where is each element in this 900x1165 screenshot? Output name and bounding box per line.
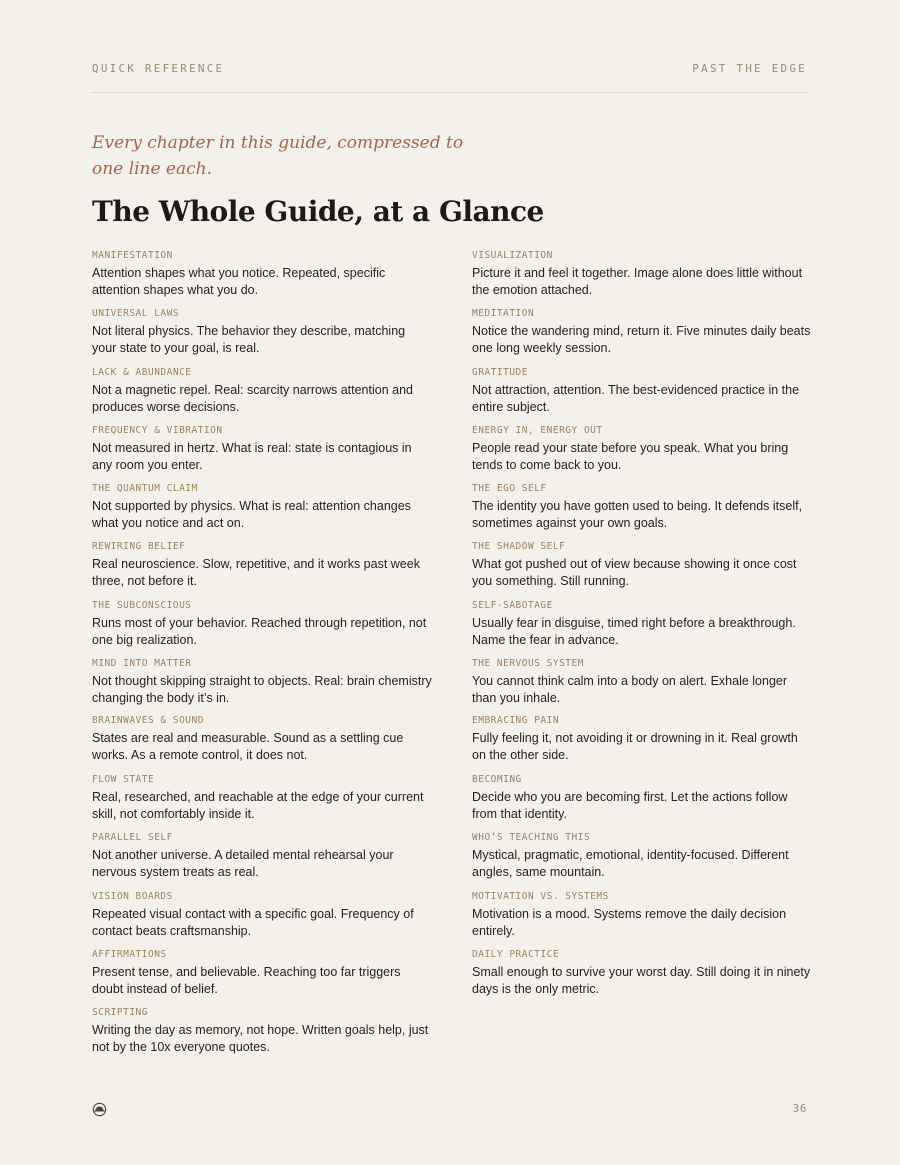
entry-daily-practice: [472, 949, 812, 997]
entry-text: Usually fear in disguise, timed right before a breakthrough. Name the fear in advance.: [472, 616, 796, 647]
entry-quantum-claim: [92, 483, 432, 531]
entry-text: Runs most of your behavior. Reached through repetition, not one big realization.: [92, 616, 427, 647]
entry-label: FLOW STATE: [92, 774, 155, 785]
entry-meditation: [472, 308, 812, 356]
entry-brainwaves-sound: [92, 715, 432, 763]
entry-ego-self: [472, 483, 812, 531]
entry-label: AFFIRMATIONS: [92, 949, 167, 960]
entry-label: THE NERVOUS SYSTEM: [472, 658, 584, 669]
entry-universal-laws: [92, 308, 432, 356]
book-title: PAST THE EDGE: [692, 62, 807, 75]
entry-text: Motivation is a mood. Systems remove the daily decision entirely.: [472, 907, 787, 938]
entry-label: FREQUENCY & VIBRATION: [92, 425, 223, 436]
entry-text: Repeated visual contact with a specific goal. Frequency of contact beats craftsmanship.: [92, 907, 414, 938]
entry-text: States are real and measurable. Sound as a settling cue works. As a remote control, it does not.: [92, 731, 404, 762]
entry-motivation-systems: [472, 891, 812, 939]
entry-label: VISUALIZATION: [472, 250, 553, 261]
entry-text: Real, researched, and reachable at the edge of your current skill, not comfortably inside it.: [92, 790, 424, 821]
entry-text: Picture it and feel it together. Image alone does little without the emotion attached.: [472, 266, 803, 297]
entry-label: PARALLEL SELF: [92, 832, 173, 843]
entry-label: THE EGO SELF: [472, 483, 547, 494]
entry-self-sabotage: [472, 600, 812, 648]
entry-text: Not measured in hertz. What is real: state is contagious in any room you enter.: [92, 441, 412, 472]
entry-label: WHO’S TEACHING THIS: [472, 832, 591, 843]
entry-label: LACK & ABUNDANCE: [92, 367, 192, 378]
entry-text: Decide who you are becoming first. Let the actions follow from that identity.: [472, 790, 788, 821]
entry-scripting: [92, 1007, 432, 1055]
entry-label: THE SHADOW SELF: [472, 541, 566, 552]
entry-label: SELF-SABOTAGE: [472, 600, 553, 611]
entry-text: Not a magnetic repel. Real: scarcity narrows attention and produces worse decisions.: [92, 383, 413, 414]
entry-text: Attention shapes what you notice. Repeated, specific attention shapes what you do.: [92, 266, 386, 297]
entry-label: BRAINWAVES & SOUND: [92, 715, 204, 726]
entry-text: Not supported by physics. What is real: attention changes what you notice and act on.: [92, 499, 411, 530]
entry-text: What got pushed out of view because showing it once cost you something. Still running.: [472, 557, 797, 588]
section-label: QUICK REFERENCE: [92, 62, 225, 75]
entry-text: Real neuroscience. Slow, repetitive, and it works past week three, not before it.: [92, 557, 420, 588]
entry-rewiring-belief: [92, 541, 432, 589]
sunrise-logo-icon: [92, 1102, 107, 1117]
entry-label: SCRIPTING: [92, 1007, 148, 1018]
entry-flow-state: [92, 774, 432, 822]
entry-label: REWIRING BELIEF: [92, 541, 186, 552]
entry-gratitude: [472, 367, 812, 415]
entry-label: MEDITATION: [472, 308, 535, 319]
page-title: The Whole Guide, at a Glance: [92, 195, 544, 228]
entry-text: Writing the day as memory, not hope. Written goals help, just not by the 10x everyone quotes.: [92, 1023, 429, 1054]
entry-affirmations: [92, 949, 432, 997]
entry-text: Small enough to survive your worst day. Still doing it in ninety days is the only metric.: [472, 965, 811, 996]
entry-text: People read your state before you speak. What you bring tends to come back to you.: [472, 441, 789, 472]
entry-text: Present tense, and believable. Reaching too far triggers doubt instead of belief.: [92, 965, 401, 996]
entry-label: GRATITUDE: [472, 367, 528, 378]
entry-label: UNIVERSAL LAWS: [92, 308, 180, 319]
page-subtitle: Every chapter in this guide, compressed to one line each.: [92, 133, 464, 179]
entry-label: MANIFESTATION: [92, 250, 173, 261]
entry-text: The identity you have gotten used to being. It defends itself, sometimes against your own goals.: [472, 499, 803, 530]
entry-label: DAILY PRACTICE: [472, 949, 560, 960]
entry-mind-into-matter: [92, 658, 432, 706]
entry-whos-teaching-this: [472, 832, 812, 880]
entry-label: MIND INTO MATTER: [92, 658, 192, 669]
entry-text: Not attraction, attention. The best-evidenced practice in the entire subject.: [472, 383, 800, 414]
entry-label: THE SUBCONSCIOUS: [92, 600, 192, 611]
entry-label: MOTIVATION VS. SYSTEMS: [472, 891, 609, 902]
entry-text: Not another universe. A detailed mental rehearsal your nervous system treats as real.: [92, 848, 394, 879]
entry-label: EMBRACING PAIN: [472, 715, 560, 726]
entry-visualization: [472, 250, 812, 298]
page-number: 36: [792, 1102, 807, 1115]
entry-nervous-system: [472, 658, 812, 706]
entry-parallel-self: [92, 832, 432, 880]
entry-text: Not literal physics. The behavior they describe, matching your state to your goal, is real.: [92, 324, 406, 355]
entry-subconscious: [92, 600, 432, 648]
entry-shadow-self: [472, 541, 812, 589]
entry-text: You cannot think calm into a body on alert. Exhale longer than you inhale.: [472, 674, 788, 705]
entry-text: Not thought skipping straight to objects. Real: brain chemistry changing the body it’s in.: [92, 674, 432, 705]
entry-embracing-pain: [472, 715, 812, 763]
entry-frequency-vibration: [92, 425, 432, 473]
entry-manifestation: [92, 250, 432, 298]
entry-lack-abundance: [92, 367, 432, 415]
entry-vision-boards: [92, 891, 432, 939]
entry-becoming: [472, 774, 812, 822]
entry-energy-in-out: [472, 425, 812, 473]
entry-text: Fully feeling it, not avoiding it or drowning in it. Real growth on the other side.: [472, 731, 798, 762]
entry-text: Mystical, pragmatic, emotional, identity-focused. Different angles, same mountain.: [472, 848, 789, 879]
entry-label: VISION BOARDS: [92, 891, 173, 902]
entry-label: ENERGY IN, ENERGY OUT: [472, 425, 603, 436]
entry-label: THE QUANTUM CLAIM: [92, 483, 198, 494]
entry-text: Notice the wandering mind, return it. Five minutes daily beats one long weekly session.: [472, 324, 811, 355]
page-header: [92, 62, 807, 93]
entry-label: BECOMING: [472, 774, 522, 785]
